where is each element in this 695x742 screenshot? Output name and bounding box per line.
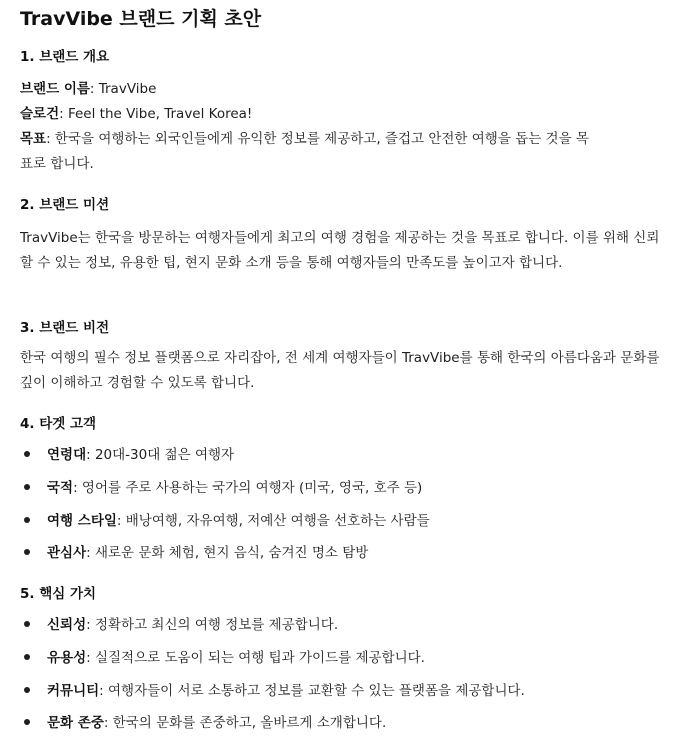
page-title: TravVibe 브랜드 기획 초안 [20,8,262,30]
item-label: 연령대 [47,447,87,463]
item-text: : 실질적으로 도움이 되는 여행 팁과 가이드를 제공합니다. [86,650,425,666]
brand-name-value: : TravVibe [89,81,157,97]
goal-line-continued: 표로 합니다. [20,156,94,172]
item-label: 관심사 [47,545,87,561]
bullet-icon [24,517,30,523]
slogan-line [20,104,252,124]
list-item-value-reliability [24,615,338,635]
section-heading-overview: 1. 브랜드 개요 [20,49,110,65]
item-label: 유용성 [47,650,87,666]
section-heading-values: 5. 핵심 가치 [20,586,97,602]
item-text: : 한국의 문화를 존중하고, 올바르게 소개합니다. [103,715,387,731]
list-item-target-style [24,511,430,531]
list-item-target-age [24,445,234,465]
list-item-value-culture [24,713,386,733]
item-text: : 정확하고 최신의 여행 정보를 제공합니다. [86,617,339,633]
item-text: : 여행자들이 서로 소통하고 정보를 교환할 수 있는 플랫폼을 제공합니다. [99,683,525,699]
item-label: 여행 스타일 [47,513,117,529]
item-label: 국적 [47,480,74,496]
bullet-icon [24,687,30,693]
section-heading-vision: 3. 브랜드 비전 [20,320,110,336]
goal-label: 목표 [20,131,47,147]
item-text: : 20대-30대 젊은 여행자 [86,447,235,463]
brand-name-label: 브랜드 이름 [20,81,90,97]
list-item-target-interests [24,543,368,563]
bullet-icon [24,451,30,457]
section-heading-target: 4. 타겟 고객 [20,416,97,432]
item-text: : 배낭여행, 자유여행, 저예산 여행을 선호하는 사람들 [116,513,430,529]
item-text: : 새로운 문화 체험, 현지 음식, 숨겨진 명소 탐방 [86,545,369,561]
slogan-value: : Feel the Vibe, Travel Korea! [59,106,253,122]
item-label: 문화 존중 [47,715,104,731]
section-heading-mission: 2. 브랜드 미션 [20,197,110,213]
goal-value: : 한국을 여행하는 외국인들에게 유익한 정보를 제공하고, 즐겁고 안전한 여행을 돕는 것을 목 [46,131,589,147]
mission-text: TravVibe는 한국을 방문하는 여행자들에게 최고의 여행 경험을 제공하는 것을 목표로 합니다. 이를 위해 신뢰할 수 있는 정보, 유용한 팁, 현지 문화 소개 등을 통해 여행자들의 만족도를 높이고자 합니다. [20,230,660,271]
item-label: 신뢰성 [47,617,87,633]
bullet-icon [24,549,30,555]
slogan-label: 슬로건 [20,106,60,122]
list-item-value-community [24,681,525,701]
item-label: 커뮤니티 [47,683,100,699]
bullet-icon [24,621,30,627]
vision-text: 한국 여행의 필수 정보 플랫폼으로 자리잡아, 전 세계 여행자들이 TravVibe를 통해 한국의 아름다움과 문화를 깊이 이해하고 경험할 수 있도록 합니다. [20,350,660,391]
list-item-target-nationality [24,478,422,498]
list-item-value-usefulness [24,648,425,668]
brand-name-line [20,79,156,99]
item-text: : 영어를 주로 사용하는 국가의 여행자 (미국, 영국, 호주 등) [73,480,423,496]
bullet-icon [24,654,30,660]
goal-line [20,129,589,149]
bullet-icon [24,719,30,725]
bullet-icon [24,484,30,490]
